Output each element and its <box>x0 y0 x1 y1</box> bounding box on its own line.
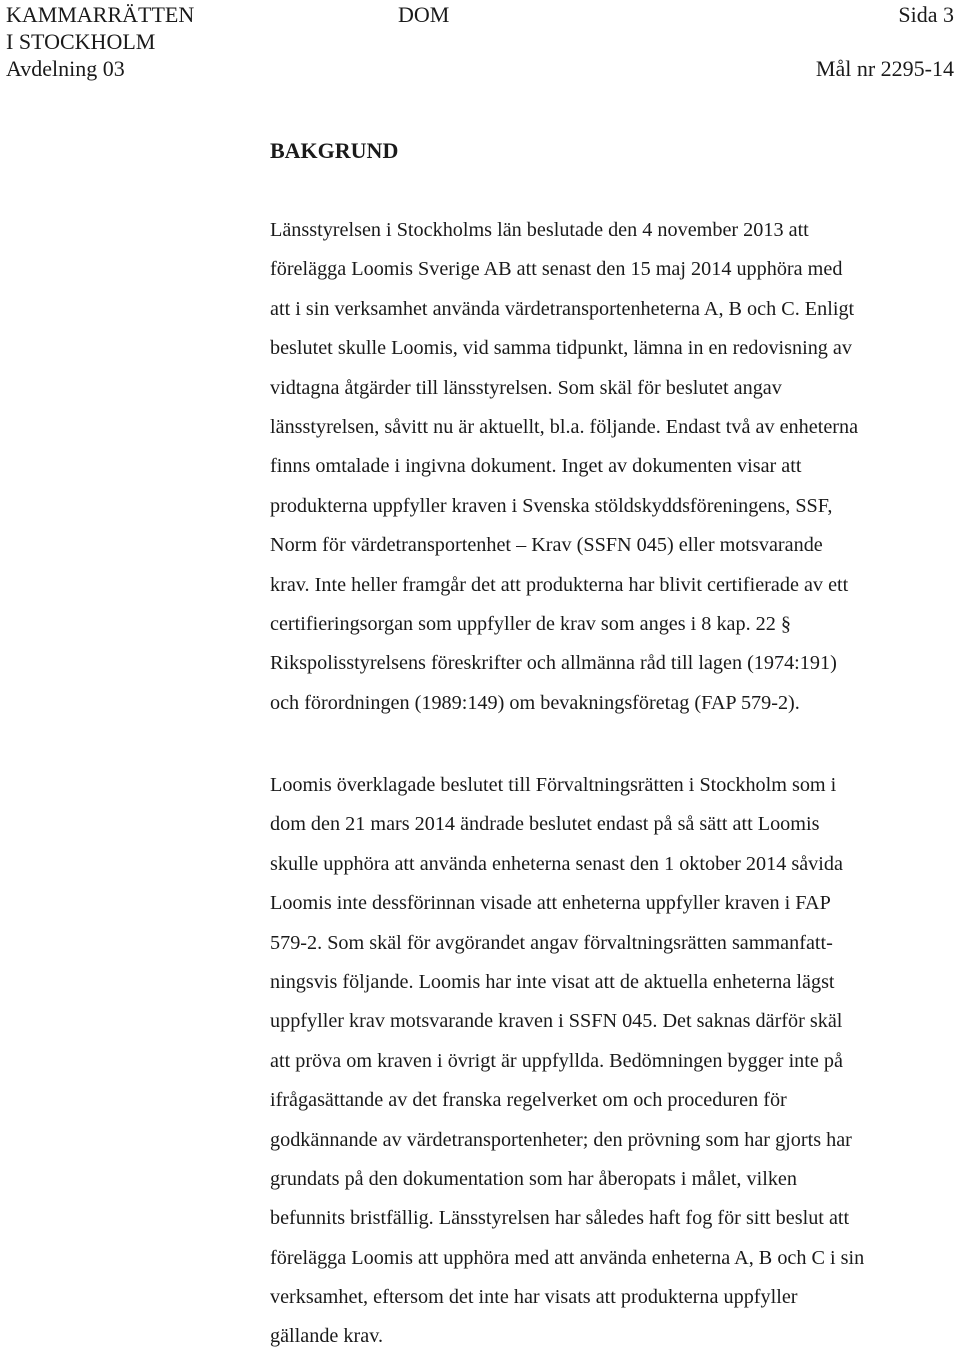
court-name-line1: KAMMARRÄTTEN <box>6 2 195 27</box>
text-line: godkännande av värdetransportenheter; den prövning som har gjorts har <box>270 1128 852 1151</box>
text-line: Norm för värdetransportenhet – Krav (SSFN 045) eller motsvarande <box>270 534 823 557</box>
text-line: beslutet skulle Loomis, vid samma tidpunkt, lämna in en redovisning av <box>270 337 852 360</box>
document-header <box>0 0 960 90</box>
text-line: krav. Inte heller framgår det att produkterna har blivit certifierade av ett <box>270 573 849 596</box>
text-line: ningsvis följande. Loomis har inte visat att de aktuella enheterna lägst <box>270 970 835 993</box>
court-name-line2: I STOCKHOLM <box>6 29 156 54</box>
text-line: dom den 21 mars 2014 ändrade beslutet endast på så sätt att Loomis <box>270 813 820 836</box>
page-number: Sida 3 <box>898 2 954 27</box>
text-line: och förordningen (1989:149) om bevakningsföretag (FAP 579-2). <box>270 691 800 714</box>
text-line: certifieringsorgan som uppfyller de krav som anges i 8 kap. 22 § <box>270 612 792 635</box>
division-label: Avdelning 03 <box>6 56 125 81</box>
case-number: Mål nr 2295-14 <box>815 56 954 81</box>
text-line: grundats på den dokumentation som har åberopats i målet, vilken <box>270 1167 797 1190</box>
document-type: DOM <box>398 2 450 27</box>
text-line: finns omtalade i ingivna dokument. Inget av dokumenten visar att <box>270 455 802 478</box>
text-line: verksamhet, eftersom det inte har visats att produkterna uppfyller <box>270 1286 798 1309</box>
text-line: Loomis överklagade beslutet till Förvaltningsrätten i Stockholm som i <box>270 774 837 796</box>
text-line: uppfyller krav motsvarande kraven i SSFN 045. Det saknas därför skäl <box>270 1010 843 1033</box>
paragraph-appeal <box>270 766 950 1357</box>
text-line: att i sin verksamhet använda värdetransportenheterna A, B och C. Enligt <box>270 297 855 320</box>
text-line: Rikspolisstyrelsens föreskrifter och allmänna råd till lagen (1974:191) <box>270 652 837 675</box>
text-line: 579-2. Som skäl för avgörandet angav förvaltningsrätten sammanfatt- <box>270 931 833 954</box>
text-line: skulle upphöra att använda enheterna senast den 1 oktober 2014 såvida <box>270 852 843 875</box>
text-line: ifrågasättande av det franska regelverket om och proceduren för <box>270 1089 787 1112</box>
text-line: befunnits bristfällig. Länsstyrelsen har således haft fog för sitt beslut att <box>270 1207 850 1230</box>
text-line: Loomis inte dessförinnan visade att enheterna uppfyller kraven i FAP <box>270 892 831 915</box>
text-line: att pröva om kraven i övrigt är uppfyllda. Bedömningen bygger inte på <box>270 1049 843 1072</box>
text-line: länsstyrelsen, såvitt nu är aktuellt, bl.a. följande. Endast två av enheterna <box>270 415 859 438</box>
paragraph-background <box>270 211 950 723</box>
section-heading: BAKGRUND <box>270 138 399 163</box>
text-line: förelägga Loomis Sverige AB att senast den 15 maj 2014 upphöra med <box>270 258 843 281</box>
text-line: produkterna uppfyller kraven i Svenska stöldskyddsföreningens, SSF, <box>270 494 833 517</box>
text-line: förelägga Loomis att upphöra med att använda enheterna A, B och C i sin <box>270 1246 865 1269</box>
text-line: Länsstyrelsen i Stockholms län beslutade den 4 november 2013 att <box>270 219 809 241</box>
text-line: vidtagna åtgärder till länsstyrelsen. Som skäl för beslutet angav <box>270 376 782 399</box>
text-line: gällande krav. <box>270 1325 384 1348</box>
